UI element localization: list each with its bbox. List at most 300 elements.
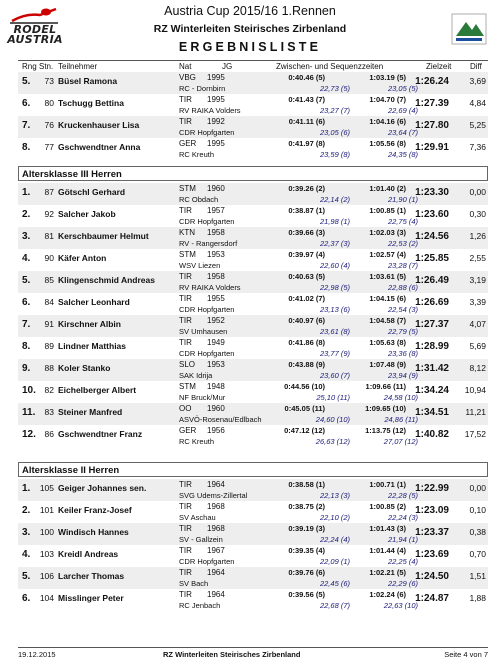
- nation: SLO: [179, 360, 196, 369]
- split-time-2: 1:04.15 (6): [369, 294, 406, 303]
- athlete-name: Salcher Leonhard: [58, 297, 130, 307]
- birth-year: 1964: [207, 480, 225, 489]
- split-time-1: 0:39.19 (3): [288, 524, 325, 533]
- split-time-1: 0:39.56 (5): [288, 590, 325, 599]
- rank: 7.: [22, 319, 31, 330]
- nation: TIR: [179, 117, 192, 126]
- start-number: 83: [44, 407, 54, 417]
- club-name: RC Jenbach: [179, 601, 221, 610]
- logo-text: RODEL AUSTRIA: [7, 23, 63, 46]
- club-name: RC Kreuth: [179, 437, 215, 446]
- sequence-time-1: 21,98 (1): [319, 217, 350, 226]
- sequence-time-1: 22,98 (5): [319, 283, 350, 292]
- athlete-name: Misslinger Peter: [58, 593, 124, 603]
- final-time: 1:27.80: [415, 120, 449, 131]
- split-time-1: 0:38.75 (2): [288, 502, 325, 511]
- sequence-time-1: 23,13 (6): [319, 305, 350, 314]
- athlete-name: Tschugg Bettina: [58, 98, 124, 108]
- club-name: RC - Dornbirn: [179, 84, 226, 93]
- split-time-1: 0:40.63 (5): [288, 272, 325, 281]
- footer-date: 19.12.2015: [18, 650, 56, 659]
- rank: 8.: [22, 341, 31, 352]
- table-row: [18, 501, 488, 523]
- start-number: 85: [44, 275, 54, 285]
- start-number: 105: [39, 483, 54, 493]
- sequence-time-2: 22,28 (5): [387, 491, 418, 500]
- split-time-2: 1:00.85 (1): [369, 206, 406, 215]
- table-row: [18, 205, 488, 227]
- athlete-name: Kerschbaumer Helmut: [58, 231, 149, 241]
- final-time: 1:24.56: [415, 231, 449, 242]
- rank: 3.: [22, 527, 31, 538]
- table-row: [18, 227, 488, 249]
- rank: 1.: [22, 483, 31, 494]
- club-name: ASVÖ-Rosenau/Edlbach: [179, 415, 262, 424]
- nation: TIR: [179, 338, 192, 347]
- split-time-2: 1:02.57 (4): [369, 250, 406, 259]
- split-time-2: 1:00.85 (2): [369, 502, 406, 511]
- list-title: ERGEBNISLISTE: [178, 40, 322, 54]
- club-name: RC Kreuth: [179, 150, 215, 159]
- club-name: CDR Hopfgarten: [179, 128, 235, 137]
- split-time-2: 1:09.65 (10): [365, 404, 406, 413]
- sequence-time-1: 22,37 (3): [319, 239, 350, 248]
- table-row: [18, 381, 488, 403]
- start-number: 103: [39, 549, 54, 559]
- col-nat: Nat: [179, 62, 192, 71]
- club-name: CDR Hopfgarten: [179, 349, 235, 358]
- start-number: 73: [44, 76, 54, 86]
- sequence-time-1: 26,63 (12): [315, 437, 350, 446]
- final-time: 1:23.09: [415, 505, 449, 516]
- table-row: [18, 567, 488, 589]
- athlete-name: Klingenschmid Andreas: [58, 275, 155, 285]
- sequence-time-2: 24,35 (8): [387, 150, 418, 159]
- club-name: NF Bruck/Mur: [179, 393, 226, 402]
- sequence-time-2: 22,25 (4): [387, 557, 418, 566]
- split-time-2: 1:01.44 (4): [369, 546, 406, 555]
- nation: GER: [179, 426, 197, 435]
- time-difference: 0,00: [469, 483, 486, 493]
- birth-year: 1964: [207, 568, 225, 577]
- split-time-2: 1:04.58 (7): [369, 316, 406, 325]
- athlete-name: Gschwendtner Anna: [58, 142, 141, 152]
- split-time-1: 0:45.05 (11): [284, 404, 325, 413]
- sponsor-logo-icon: [446, 10, 492, 50]
- split-time-2: 1:02.24 (6): [369, 590, 406, 599]
- time-difference: 3,69: [469, 76, 486, 86]
- table-row: [18, 249, 488, 271]
- nation: TIR: [179, 272, 192, 281]
- birth-year: 1957: [207, 206, 225, 215]
- sequence-time-2: 23,36 (8): [387, 349, 418, 358]
- final-time: 1:23.37: [415, 527, 449, 538]
- birth-year: 1953: [207, 250, 225, 259]
- split-time-2: 1:01.40 (2): [369, 184, 406, 193]
- sequence-time-1: 22,13 (3): [319, 491, 350, 500]
- time-difference: 5,69: [469, 341, 486, 351]
- split-time-1: 0:43.88 (9): [288, 360, 325, 369]
- final-time: 1:26.49: [415, 275, 449, 286]
- split-time-2: 1:09.66 (11): [365, 382, 406, 391]
- club-name: SV Bach: [179, 579, 209, 588]
- athlete-name: Götschl Gerhard: [58, 187, 126, 197]
- birth-year: 1953: [207, 360, 225, 369]
- rank: 6.: [22, 98, 31, 109]
- club-name: CDR Hopfgarten: [179, 217, 235, 226]
- start-number: 90: [44, 253, 54, 263]
- final-time: 1:27.39: [415, 98, 449, 109]
- athlete-name: Keiler Franz-Josef: [58, 505, 132, 515]
- club-name: SV - Gallzein: [179, 535, 223, 544]
- split-time-2: 1:01.43 (3): [369, 524, 406, 533]
- split-time-2: 1:00.71 (1): [369, 480, 406, 489]
- birth-year: 1968: [207, 524, 225, 533]
- time-difference: 11,21: [465, 407, 486, 417]
- split-time-1: 0:41.43 (7): [288, 95, 325, 104]
- sequence-time-2: 22,88 (6): [387, 283, 418, 292]
- split-time-1: 0:38.87 (1): [288, 206, 325, 215]
- time-difference: 3,19: [469, 275, 486, 285]
- time-difference: 3,39: [469, 297, 486, 307]
- nation: TIR: [179, 294, 192, 303]
- birth-year: 1964: [207, 590, 225, 599]
- athlete-name: Koler Stanko: [58, 363, 111, 373]
- split-time-1: 0:39.26 (2): [288, 184, 325, 193]
- athlete-name: Windisch Hannes: [58, 527, 129, 537]
- nation: TIR: [179, 568, 192, 577]
- sequence-time-1: 23,60 (7): [319, 371, 350, 380]
- start-number: 86: [44, 429, 54, 439]
- table-row: [18, 293, 488, 315]
- athlete-name: Büsel Ramona: [58, 76, 118, 86]
- birth-year: 1948: [207, 382, 225, 391]
- time-difference: 17,52: [464, 429, 486, 439]
- table-row: [18, 315, 488, 337]
- birth-year: 1995: [207, 139, 225, 148]
- birth-year: 1995: [207, 73, 225, 82]
- sequence-time-2: 22,24 (3): [387, 513, 418, 522]
- birth-year: 1960: [207, 404, 225, 413]
- start-number: 88: [44, 363, 54, 373]
- start-number: 104: [39, 593, 54, 603]
- club-name: RC Obdach: [179, 195, 219, 204]
- sequence-time-2: 23,64 (7): [387, 128, 418, 137]
- sequence-time-2: 22,69 (4): [387, 106, 418, 115]
- table-row: [18, 359, 488, 381]
- time-difference: 4,84: [469, 98, 486, 108]
- final-time: 1:28.99: [415, 341, 449, 352]
- final-time: 1:31.42: [415, 363, 449, 374]
- final-time: 1:34.24: [415, 385, 449, 396]
- sequence-time-2: 23,28 (7): [387, 261, 418, 270]
- venue-subtitle: RZ Winterleiten Steirisches Zirbenland: [153, 23, 347, 35]
- final-time: 1:24.50: [415, 571, 449, 582]
- split-time-2: 1:05.63 (8): [369, 338, 406, 347]
- col-name: Teilnehmer: [58, 62, 98, 71]
- split-time-2: 1:02.21 (5): [369, 568, 406, 577]
- rank: 3.: [22, 231, 31, 242]
- rank: 9.: [22, 363, 31, 374]
- final-time: 1:26.24: [415, 76, 449, 87]
- table-row: [18, 425, 488, 447]
- athlete-name: Eichelberger Albert: [58, 385, 137, 395]
- split-time-1: 0:39.66 (3): [288, 228, 325, 237]
- event-title: Austria Cup 2015/16 1.Rennen: [164, 4, 336, 18]
- rank: 7.: [22, 120, 31, 131]
- club-name: SVG Udems-Zillertal: [179, 491, 248, 500]
- sequence-time-1: 22,10 (2): [319, 513, 350, 522]
- table-row: [18, 523, 488, 545]
- start-number: 100: [39, 527, 54, 537]
- table-row: [18, 589, 488, 611]
- split-time-1: 0:40.97 (6): [288, 316, 325, 325]
- start-number: 101: [39, 505, 54, 515]
- nation: KTN: [179, 228, 195, 237]
- club-name: SV Umhausen: [179, 327, 228, 336]
- birth-year: 1955: [207, 294, 225, 303]
- rank: 6.: [22, 297, 31, 308]
- time-difference: 1,88: [469, 593, 486, 603]
- start-number: 84: [44, 297, 54, 307]
- athlete-name: Steiner Manfred: [58, 407, 123, 417]
- nation: GER: [179, 139, 197, 148]
- final-time: 1:24.87: [415, 593, 449, 604]
- start-number: 89: [44, 341, 54, 351]
- sequence-time-1: 25,10 (11): [316, 393, 350, 402]
- birth-year: 1992: [207, 117, 225, 126]
- time-difference: 0,70: [469, 549, 486, 559]
- col-jg: JG: [222, 62, 233, 71]
- sequence-time-1: 22,60 (4): [319, 261, 350, 270]
- start-number: 80: [44, 98, 54, 108]
- rank: 2.: [22, 209, 31, 220]
- sequence-time-1: 23,61 (8): [319, 327, 350, 336]
- final-time: 1:22.99: [415, 483, 449, 494]
- athlete-name: Kreidl Andreas: [58, 549, 119, 559]
- sequence-time-1: 23,27 (7): [319, 106, 350, 115]
- sequence-time-2: 22,54 (3): [387, 305, 418, 314]
- start-number: 106: [39, 571, 54, 581]
- birth-year: 1952: [207, 316, 225, 325]
- nation: TIR: [179, 546, 192, 555]
- split-time-1: 0:41.11 (6): [288, 117, 325, 126]
- time-difference: 8,12: [469, 363, 486, 373]
- time-difference: 1,26: [469, 231, 486, 241]
- col-rng: Rng: [22, 62, 37, 71]
- split-time-1: 0:41.86 (8): [288, 338, 325, 347]
- rank: 6.: [22, 593, 31, 604]
- split-time-2: 1:02.03 (3): [369, 228, 406, 237]
- nation: TIR: [179, 95, 192, 104]
- split-time-2: 1:03.19 (5): [369, 73, 406, 82]
- time-difference: 2,55: [469, 253, 486, 263]
- athlete-name: Käfer Anton: [58, 253, 107, 263]
- split-time-2: 1:03.61 (5): [369, 272, 406, 281]
- split-time-1: 0:47.12 (12): [284, 426, 325, 435]
- birth-year: 1956: [207, 426, 225, 435]
- rank: 4.: [22, 549, 31, 560]
- sequence-time-2: 21,90 (1): [387, 195, 418, 204]
- final-time: 1:26.69: [415, 297, 449, 308]
- split-time-1: 0:40.46 (5): [288, 73, 325, 82]
- club-name: CDR Hopfgarten: [179, 557, 235, 566]
- start-number: 81: [44, 231, 54, 241]
- time-difference: 7,36: [469, 142, 486, 152]
- sequence-time-2: 22,53 (2): [387, 239, 418, 248]
- rank: 8.: [22, 142, 31, 153]
- sequence-time-2: 22,79 (5): [387, 327, 418, 336]
- birth-year: 1958: [207, 228, 225, 237]
- birth-year: 1949: [207, 338, 225, 347]
- athlete-name: Kirschner Albin: [58, 319, 121, 329]
- athlete-name: Lindner Matthias: [58, 341, 127, 351]
- club-name: SAK Idrija: [179, 371, 213, 380]
- nation: TIR: [179, 316, 192, 325]
- sequence-time-2: 23,05 (5): [387, 84, 418, 93]
- split-time-1: 0:44.56 (10): [284, 382, 325, 391]
- split-time-1: 0:41.97 (8): [288, 139, 325, 148]
- sequence-time-1: 23,05 (6): [319, 128, 350, 137]
- time-difference: 0,30: [469, 209, 486, 219]
- sequence-time-2: 22,63 (10): [383, 601, 418, 610]
- final-time: 1:29.91: [415, 142, 449, 153]
- split-time-1: 0:39.97 (4): [288, 250, 325, 259]
- nation: TIR: [179, 206, 192, 215]
- final-time: 1:40.82: [415, 429, 449, 440]
- rank: 1.: [22, 187, 31, 198]
- nation: VBG: [179, 73, 196, 82]
- time-difference: 0,38: [469, 527, 486, 537]
- time-difference: 0,10: [469, 505, 486, 515]
- club-name: RV RAIKA Volders: [179, 283, 241, 292]
- nation: STM: [179, 382, 196, 391]
- birth-year: 1968: [207, 502, 225, 511]
- split-time-1: 0:38.58 (1): [288, 480, 325, 489]
- birth-year: 1967: [207, 546, 225, 555]
- col-diff: Diff: [470, 62, 482, 71]
- final-time: 1:23.60: [415, 209, 449, 220]
- sequence-time-1: 22,73 (5): [319, 84, 350, 93]
- footer-venue: RZ Winterleiten Steirisches Zirbenland: [163, 650, 301, 659]
- sequence-time-1: 22,09 (1): [319, 557, 350, 566]
- time-difference: 4,07: [469, 319, 486, 329]
- club-name: RV RAIKA Volders: [179, 106, 241, 115]
- split-time-1: 0:39.35 (4): [288, 546, 325, 555]
- athlete-name: Larcher Thomas: [58, 571, 125, 581]
- sequence-time-2: 23,94 (9): [387, 371, 418, 380]
- club-name: WSV Liezen: [179, 261, 221, 270]
- club-name: CDR Hopfgarten: [179, 305, 235, 314]
- time-difference: 10,94: [464, 385, 486, 395]
- table-row: [18, 183, 488, 205]
- table-row: [18, 545, 488, 567]
- final-time: 1:23.69: [415, 549, 449, 560]
- col-zielzeit: Zielzeit: [426, 62, 452, 71]
- rank: 4.: [22, 253, 31, 264]
- col-stn: Stn.: [39, 62, 54, 71]
- nation: OO: [179, 404, 192, 413]
- final-time: 1:25.85: [415, 253, 449, 264]
- time-difference: 0,00: [469, 187, 486, 197]
- rank: 11.: [22, 407, 36, 418]
- split-time-1: 0:41.02 (7): [288, 294, 325, 303]
- sequence-time-1: 23,59 (8): [319, 150, 350, 159]
- nation: TIR: [179, 502, 192, 511]
- rank: 5.: [22, 275, 31, 286]
- club-name: SV Aschau: [179, 513, 216, 522]
- start-number: 76: [44, 120, 54, 130]
- table-row: [18, 138, 488, 160]
- nation: STM: [179, 250, 196, 259]
- sequence-time-2: 27,07 (12): [383, 437, 418, 446]
- sequence-time-1: 22,24 (4): [319, 535, 350, 544]
- start-number: 91: [44, 319, 54, 329]
- start-number: 92: [44, 209, 54, 219]
- sequence-time-1: 22,45 (6): [319, 579, 350, 588]
- section-title: Altersklasse III Herren: [18, 166, 488, 181]
- birth-year: 1995: [207, 95, 225, 104]
- rank: 5.: [22, 571, 31, 582]
- rank: 2.: [22, 505, 31, 516]
- nation: TIR: [179, 590, 192, 599]
- table-row: [18, 94, 488, 116]
- footer-page: Seite 4 von 7: [444, 650, 488, 659]
- section-title: Altersklasse II Herren: [18, 462, 488, 477]
- sequence-time-1: 22,68 (7): [319, 601, 350, 610]
- athlete-name: Kruckenhauser Lisa: [58, 120, 140, 130]
- split-time-2: 1:07.48 (9): [369, 360, 406, 369]
- athlete-name: Salcher Jakob: [58, 209, 116, 219]
- split-time-2: 1:13.75 (12): [365, 426, 406, 435]
- sequence-time-1: 23,77 (9): [319, 349, 350, 358]
- rank: 12.: [22, 429, 36, 440]
- rank: 5.: [22, 76, 31, 87]
- start-number: 82: [44, 385, 54, 395]
- sequence-time-2: 24,86 (11): [384, 415, 418, 424]
- table-row: [18, 271, 488, 293]
- table-row: [18, 116, 488, 138]
- start-number: 77: [44, 142, 54, 152]
- split-time-1: 0:39.76 (6): [288, 568, 325, 577]
- athlete-name: Geiger Johannes sen.: [58, 483, 147, 493]
- birth-year: 1958: [207, 272, 225, 281]
- final-time: 1:23.30: [415, 187, 449, 198]
- sequence-time-2: 22,29 (6): [387, 579, 418, 588]
- col-splits: Zwischen- und Sequenzzeiten: [276, 62, 384, 71]
- table-row: [18, 72, 488, 94]
- start-number: 87: [44, 187, 54, 197]
- table-row: [18, 479, 488, 501]
- table-row: [18, 337, 488, 359]
- split-time-2: 1:04.16 (6): [369, 117, 406, 126]
- sequence-time-2: 21,94 (1): [387, 535, 418, 544]
- time-difference: 1,51: [469, 571, 486, 581]
- footer: [18, 647, 488, 660]
- nation: TIR: [179, 480, 192, 489]
- time-difference: 5,25: [469, 120, 486, 130]
- athlete-name: Gschwendtner Franz: [58, 429, 143, 439]
- sequence-time-2: 24,58 (10): [383, 393, 418, 402]
- birth-year: 1960: [207, 184, 225, 193]
- final-time: 1:27.37: [415, 319, 449, 330]
- table-row: [18, 403, 488, 425]
- sequence-time-1: 24,60 (10): [315, 415, 350, 424]
- rank: 10.: [22, 385, 36, 396]
- sequence-time-1: 22,14 (2): [319, 195, 350, 204]
- sequence-time-2: 22,75 (4): [387, 217, 418, 226]
- nation: STM: [179, 184, 196, 193]
